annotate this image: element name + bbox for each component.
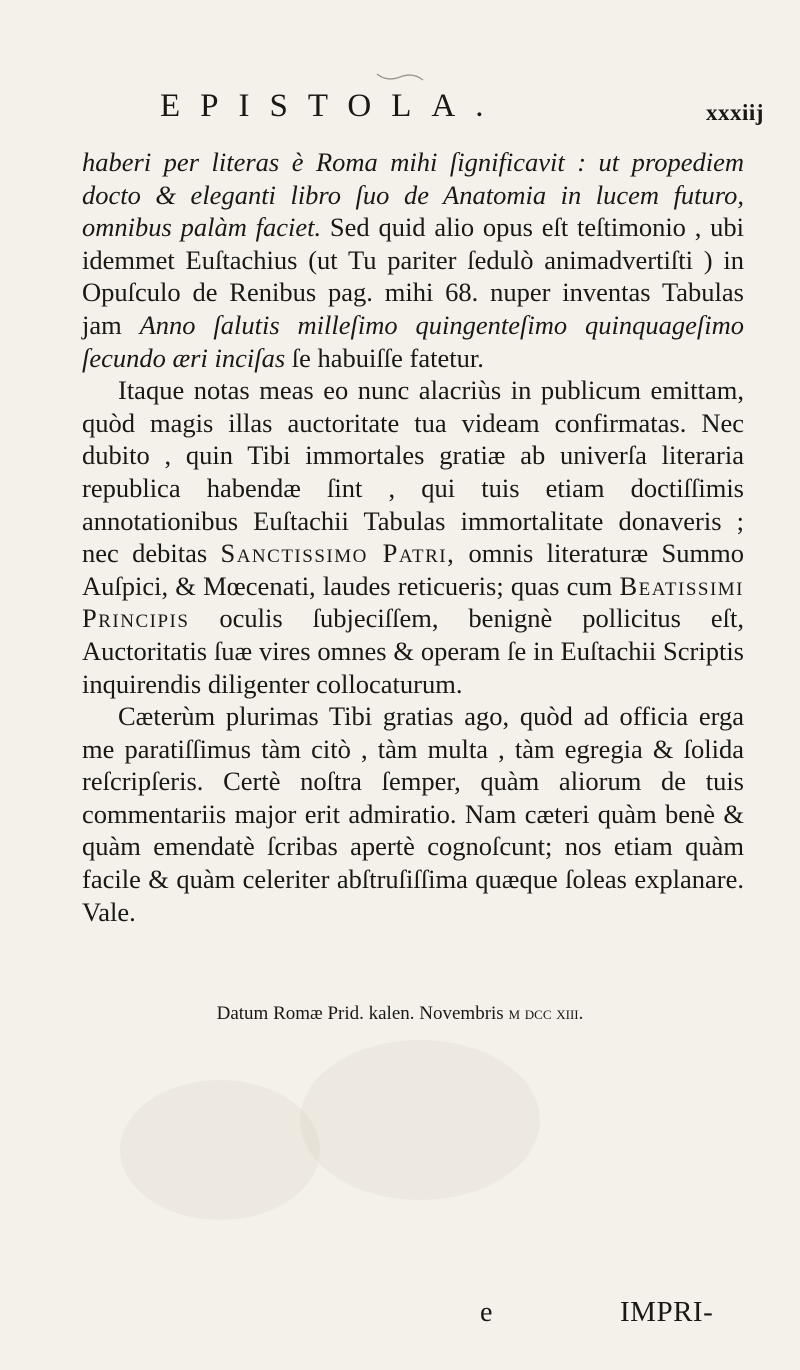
text-run: oculis ſubjeciſſem, benignè pollicitus eſt, Auctoritatis ſuæ vires omnes & operam ſe in Euſtachii Scriptis inquirendis diligenter collocaturum. xyxy=(82,603,744,699)
page-header xyxy=(0,88,800,132)
text-run: omnis literaturæ Summo Auſpici, & Mœcenati, laudes reticueris; quas cum xyxy=(82,538,744,601)
text-run: Itaque notas meas eo nunc alacriùs in publicum emittam, quòd magis illas auctoritate tua videam confirmatas. Nec dubito , quin Tibi immortales gratiæ ab univerſa literaria republica habendæ ſint , qui tuis etiam doctiſſimis annotationibus Euſtachii Tabulas immortalitate donaveris ; nec debitas xyxy=(82,375,744,569)
text-run: Sed quid alio opus eſt teſtimonio , ubi idemmet Euſtachius (ut Tu pariter ſedulò animadvertiſti ) in Opuſculo de Renibus pag. mihi 68. nuper inventas Tabulas jam xyxy=(82,212,744,340)
paragraph xyxy=(82,374,744,700)
small-caps-text: Beatissimi Principis xyxy=(82,570,744,634)
running-title: EPISTOLA. xyxy=(160,88,504,124)
italic-text: Anno ſalutis milleſimo quingenteſimo quinquageſimo ſecundo æri inciſas xyxy=(82,309,744,373)
paragraph xyxy=(82,700,744,928)
letter-body xyxy=(82,146,744,928)
signature-mark: e xyxy=(480,1297,493,1328)
paragraph xyxy=(82,146,744,374)
paper-stain xyxy=(300,1040,540,1200)
small-caps-text: Sanctissimo Patri, xyxy=(220,538,456,569)
italic-text: haberi per literas è Roma mihi ſignificavit : ut propediem docto & eleganti libro ſuo de Anatomia in lucem futuro, omnibus palàm faciet. xyxy=(82,147,744,243)
page-number: xxxiij xyxy=(706,100,764,125)
dateline: Datum Romæ Prid. kalen. Novembris m dcc xiii. xyxy=(216,1003,584,1024)
catchword: IMPRI- xyxy=(620,1296,714,1328)
paper-stain xyxy=(120,1080,320,1220)
text-run: Cæterùm plurimas Tibi gratias ago, quòd ad officia erga me paratiſſimus tàm citò , tàm multa , tàm egregia & ſolida reſcripſeris. Certè noſtra ſemper, quàm aliorum de tuis commentariis major erit admiratio. Nam cæteri quàm benè & quàm emendatè ſcribas apertè cognoſcunt; nos etiam quàm facile & quàm celeriter abſtruſiſſima quæque ſoleas explanare. Vale. xyxy=(82,701,744,927)
text-run: ſe habuiſſe fatetur. xyxy=(285,342,484,373)
ornament-icon xyxy=(375,70,425,84)
